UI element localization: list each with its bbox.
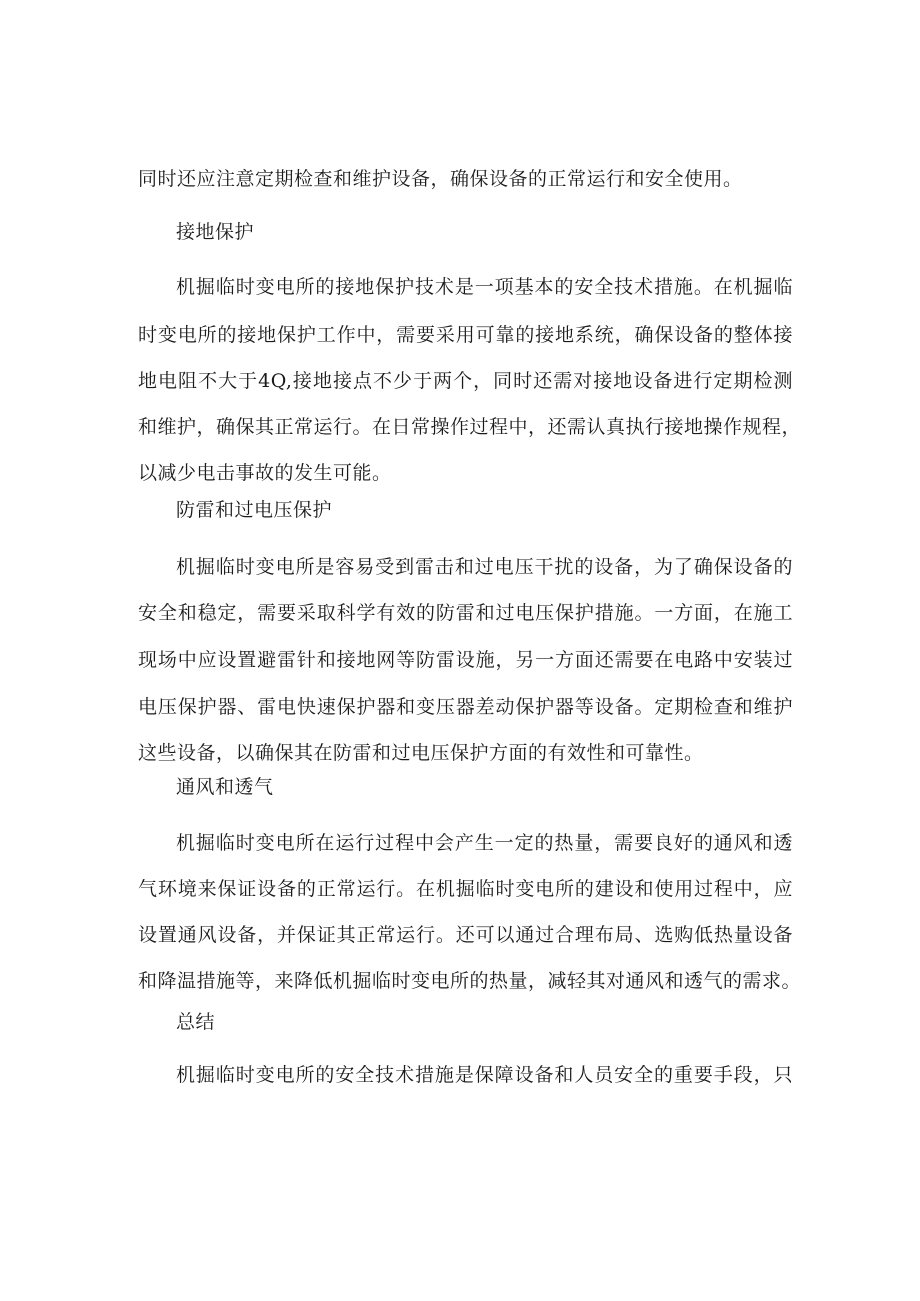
paragraph-line: 安全和稳定，需要采取科学有效的防雷和过电压保护措施。一方面，在施工 — [138, 602, 793, 624]
paragraph-line: 现场中应设置避雷针和接地网等防雷设施，另一方面还需要在电路中安装过 — [138, 649, 793, 671]
paragraph-line: 和降温措施等，来降低机掘临时变电所的热量，减轻其对通风和透气的需求。 — [138, 970, 802, 992]
paragraph-line: 这些设备，以确保其在防雷和过电压保护方面的有效性和可靠性。 — [138, 742, 704, 764]
paragraph-line: 时变电所的接地保护工作中，需要采用可靠的接地系统，确保设备的整体接 — [138, 324, 793, 346]
paragraph-line: 以减少电击事故的发生可能。 — [138, 462, 392, 484]
section-heading-ventilation: 通风和透气 — [176, 776, 274, 798]
paragraph-line: 机掘临时变电所在运行过程中会产生一定的热量，需要良好的通风和透 — [176, 832, 793, 854]
paragraph-line: 设置通风设备，并保证其正常运行。还可以通过合理布局、选购低热量设备 — [138, 924, 793, 946]
paragraph-line: 地电阻不大于4Q,接地接点不少于两个，同时还需对接地设备进行定期检测 — [138, 370, 793, 392]
paragraph-line: 电压保护器、雷电快速保护器和变压器差动保护器等设备。定期检查和维护 — [138, 696, 793, 718]
section-heading-grounding: 接地保护 — [176, 221, 255, 243]
paragraph-line: 机掘临时变电所是容易受到雷击和过电压干扰的设备，为了确保设备的 — [176, 556, 793, 578]
paragraph-line: 和维护，确保其正常运行。在日常操作过程中，还需认真执行接地操作规程， — [138, 416, 802, 438]
paragraph-line: 机掘临时变电所的安全技术措施是保障设备和人员安全的重要手段，只 — [176, 1064, 793, 1086]
section-heading-summary: 总结 — [176, 1011, 216, 1033]
paragraph-line: 机掘临时变电所的接地保护技术是一项基本的安全技术措施。在机掘临 — [176, 276, 793, 298]
paragraph-line: 同时还应注意定期检查和维护设备，确保设备的正常运行和安全使用。 — [138, 168, 743, 190]
paragraph-line: 气环境来保证设备的正常运行。在机掘临时变电所的建设和使用过程中，应 — [138, 878, 793, 900]
section-heading-lightning: 防雷和过电压保护 — [176, 499, 333, 521]
